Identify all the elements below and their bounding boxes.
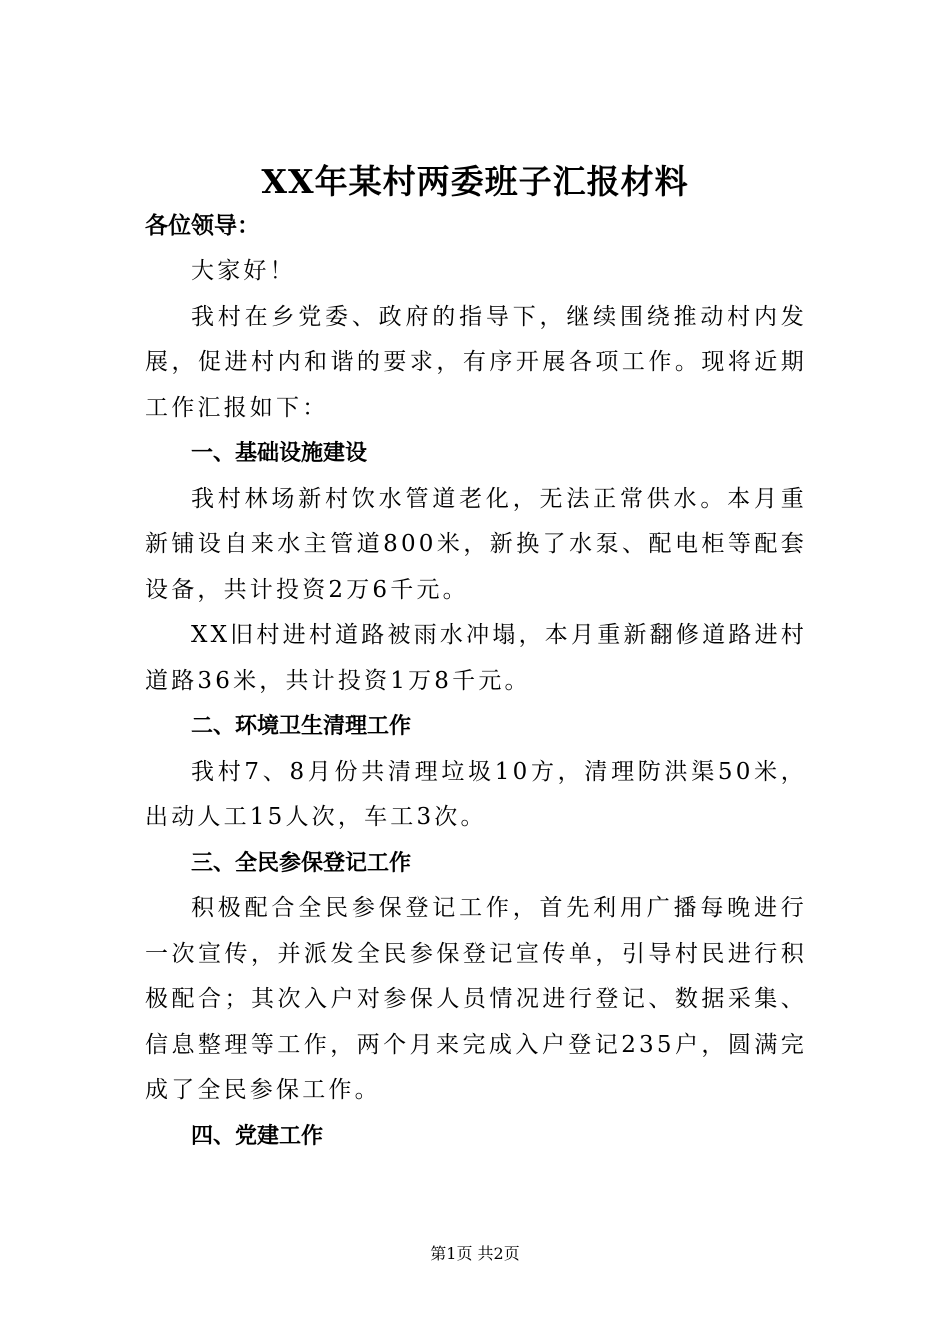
paragraph-water-pipeline: 我村林场新村饮水管道老化，无法正常供水。本月重新铺设自来水主管道800米，新换了水泵、配电柜等配套设备，共计投资2万6千元。: [145, 485, 807, 603]
section-heading-sanitation: 二、环境卫生清理工作: [191, 714, 412, 739]
salutation: 各位领导：: [145, 213, 260, 239]
section-heading-infrastructure: 一、基础设施建设: [191, 441, 368, 466]
paragraph-road-repair: XX旧村进村道路被雨水冲塌，本月重新翻修道路进村道路36米，共计投资1万8千元。: [145, 622, 807, 694]
document-title: XX年某村两委班子汇报材料: [261, 162, 689, 202]
document-body: [145, 203, 807, 1159]
paragraph-insurance: 积极配合全民参保登记工作，首先利用广播每晚进行一次宣传，并派发全民参保登记宣传单，引导村民进行积极配合；其次入户对参保人员情况进行登记、数据采集、信息整理等工作，两个月来完成入户登记235户，圆满完成了全民参保工作。: [145, 895, 807, 1103]
intro-paragraph: 我村在乡党委、政府的指导下，继续围绕推动村内发展，促进村内和谐的要求，有序开展各项工作。现将近期工作汇报如下：: [145, 303, 807, 421]
page-footer: 第1页 共2页: [430, 1244, 520, 1263]
paragraph-sanitation: 我村7、8月份共清理垃圾10方，清理防洪渠50米，出动人工15人次，车工3次。: [145, 758, 807, 830]
section-heading-insurance: 三、全民参保登记工作: [191, 850, 412, 876]
greeting: 大家好！: [191, 258, 296, 284]
section-heading-party-building: 四、党建工作: [191, 1123, 324, 1149]
